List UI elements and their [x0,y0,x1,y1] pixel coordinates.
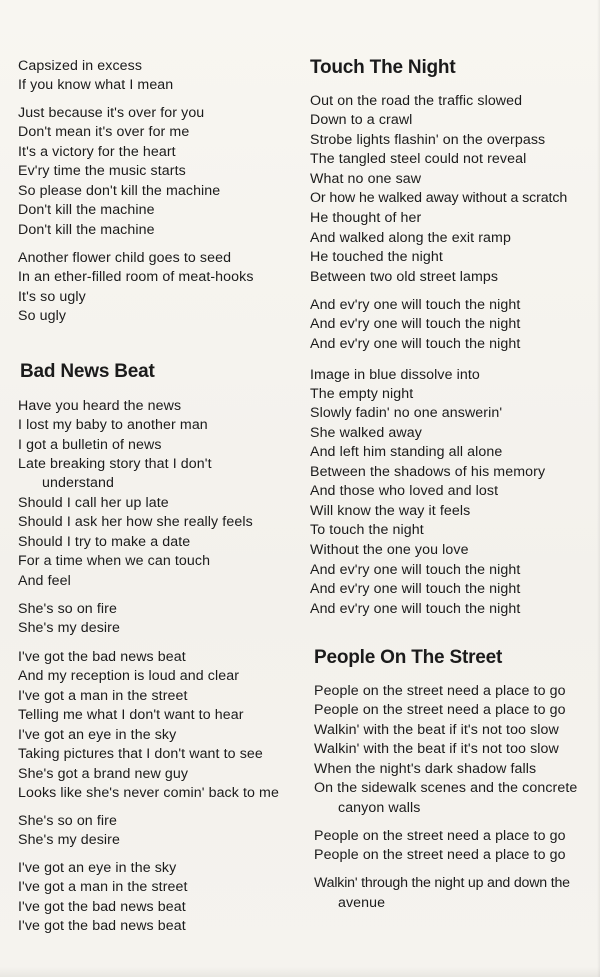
lyric-line: When the night's dark shadow falls [314,761,537,777]
lyric-line: I got a bulletin of news [18,437,162,453]
lyric-line: And my reception is loud and clear [18,668,240,684]
lyric-line: Have you heard the news [18,398,182,414]
lyric-line: I lost my baby to another man [18,417,208,433]
lyric-line: On the sidewalk scenes and the concrete [314,780,578,796]
lyric-line: I've got an eye in the sky [18,860,177,876]
lyric-line: People on the street need a place to go [314,683,566,699]
lyric-line: Should I try to make a date [18,534,191,550]
lyric-line: Will know the way it feels [310,503,471,519]
lyric-line: Between two old street lamps [310,269,499,285]
lyric-line: avenue [338,895,386,911]
lyric-line: She's my desire [18,620,120,636]
song-title-touch-the-night: Touch The Night [310,57,456,78]
lyric-line: And ev'ry one will touch the night [310,601,521,617]
lyric-line: He touched the night [310,249,443,265]
lyric-line: Or how he walked away without a scratch [310,190,568,206]
lyric-line: What no one saw [310,171,422,187]
lyric-line: Don't kill the machine [18,202,155,218]
lyric-line: Walkin' with the beat if it's not too slow [314,741,559,757]
lyric-line: Just because it's over for you [18,105,205,121]
lyric-line: If you know what I mean [18,77,174,93]
lyric-line: canyon walls [338,800,421,816]
lyric-line: And feel [18,573,71,589]
lyric-line: He thought of her [310,210,422,226]
lyric-line: She walked away [310,425,422,441]
lyric-line: For a time when we can touch [18,553,211,569]
lyric-line: I've got an eye in the sky [18,727,177,743]
lyric-line: Should I call her up late [18,495,169,511]
lyric-line: Taking pictures that I don't want to see [18,746,263,762]
lyric-line: Looks like she's never comin' back to me [18,785,279,801]
lyric-line: Don't mean it's over for me [18,124,190,140]
lyric-line: In an ether-filled room of meat-hooks [18,269,254,285]
lyric-line: Slowly fadin' no one answerin' [310,405,503,421]
lyric-line: So please don't kill the machine [18,183,221,199]
lyric-line: I've got a man in the street [18,879,188,895]
lyric-line: The empty night [310,386,414,402]
lyric-line: She's got a brand new guy [18,766,189,782]
lyric-line: I've got a man in the street [18,688,188,704]
lyric-line: Another flower child goes to seed [18,250,232,266]
lyric-line: Between the shadows of his memory [310,464,546,480]
lyric-line: Image in blue dissolve into [310,367,480,383]
lyric-line: Walkin' with the beat if it's not too slow [314,722,559,738]
lyric-line: She's so on fire [18,601,117,617]
lyric-line: I've got the bad news beat [18,899,186,915]
lyric-line: And ev'ry one will touch the night [310,581,521,597]
lyric-line: And ev'ry one will touch the night [310,336,521,352]
lyric-line: Telling me what I don't want to hear [18,707,244,723]
lyric-line: I've got the bad news beat [18,649,186,665]
lyric-line: Should I ask her how she really feels [18,514,253,530]
song-title-bad-news-beat: Bad News Beat [20,361,155,382]
lyric-line: People on the street need a place to go [314,847,566,863]
lyric-line: Down to a crawl [310,112,413,128]
lyric-line: Walkin' through the night up and down the [314,875,570,891]
song-title-people-on-the-street: People On The Street [314,647,503,668]
lyric-line: Without the one you love [310,542,469,558]
lyric-line: And ev'ry one will touch the night [310,316,521,332]
lyric-line: People on the street need a place to go [314,702,566,718]
lyric-line: It's a victory for the heart [18,144,176,160]
lyric-line: So ugly [18,308,67,324]
lyric-line: Ev'ry time the music starts [18,163,186,179]
lyric-line: And those who loved and lost [310,483,499,499]
lyric-line: Strobe lights flashin' on the overpass [310,132,546,148]
lyric-line: To touch the night [310,522,424,538]
lyric-line: I've got the bad news beat [18,918,186,934]
lyric-line: And left him standing all alone [310,444,503,460]
lyric-line: People on the street need a place to go [314,828,566,844]
lyric-line: Capsized in excess [18,58,143,74]
lyric-line: And ev'ry one will touch the night [310,562,521,578]
lyric-line: She's my desire [18,832,120,848]
lyric-line: She's so on fire [18,813,117,829]
lyric-line: Late breaking story that I don't [18,456,212,472]
lyric-line: Out on the road the traffic slowed [310,93,523,109]
lyric-line: understand [42,475,114,491]
scan-edge [0,967,600,977]
lyric-line: And walked along the exit ramp [310,230,511,246]
lyric-line: Don't kill the machine [18,222,155,238]
lyric-line: It's so ugly [18,289,86,305]
lyric-line: The tangled steel could not reveal [310,151,527,167]
lyric-line: And ev'ry one will touch the night [310,297,521,313]
